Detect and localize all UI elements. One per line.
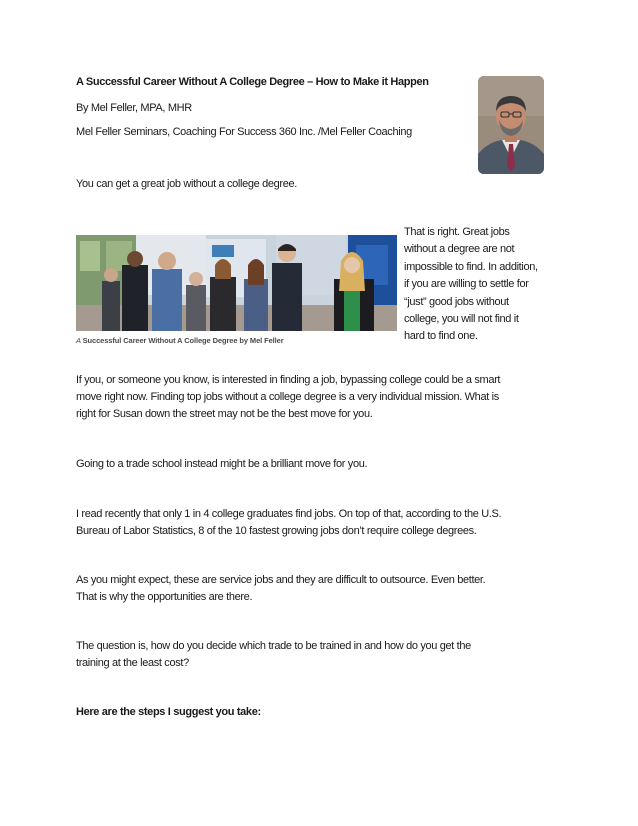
side-line: That is right. Great jobs (404, 226, 510, 238)
article-photo (76, 235, 397, 331)
author-photo (478, 76, 544, 174)
paragraph-line: training at the least cost? (76, 657, 189, 669)
organization-line: Mel Feller Seminars, Coaching For Success 360 Inc. /Mel Feller Coaching (76, 126, 412, 138)
paragraph-line: I read recently that only 1 in 4 college graduates find jobs. On top of that, according to the U.S. (76, 508, 502, 520)
steps-heading: Here are the steps I suggest you take: (76, 706, 261, 718)
side-line: hard to find one. (404, 330, 478, 343)
lede-paragraph: You can get a great job without a college degree. (76, 178, 297, 190)
paragraph-line: If you, or someone you know, is interested in finding a job, bypassing college could be a smart (76, 374, 501, 386)
paragraph-line: The question is, how do you decide which trade to be trained in and how do you get the (76, 640, 471, 652)
side-line: college, you will not find it (404, 313, 519, 326)
side-line: without a degree are not (404, 243, 515, 256)
paragraph (76, 506, 566, 540)
paragraph (76, 638, 566, 672)
caption-prefix: A (76, 336, 83, 345)
paragraph-line: As you might expect, these are service jobs and they are difficult to outsource. Even better. (76, 574, 486, 586)
photo-caption (76, 336, 284, 346)
side-line: impossible to find. In addition, (404, 260, 538, 273)
paragraph-line: move right now. Finding top jobs without a college degree is a very individual mission. What is (76, 391, 499, 403)
paragraph (76, 456, 566, 473)
side-line: if you are willing to settle for (404, 278, 529, 291)
paragraph-line: Going to a trade school instead might be a brilliant move for you. (76, 458, 368, 470)
side-line: “just” good jobs without (404, 295, 509, 308)
paragraph-line: That is why the opportunities are there. (76, 591, 253, 603)
author-byline: By Mel Feller, MPA, MHR (76, 102, 192, 114)
paragraph-line: Bureau of Labor Statistics, 8 of the 10 fastest growing jobs don’t require college degrees. (76, 525, 477, 537)
document-title: A Successful Career Without A College Degree – How to Make it Happen (76, 76, 429, 88)
side-paragraph (404, 224, 574, 346)
paragraph (76, 372, 566, 423)
caption-text: Successful Career Without A College Degree by Mel Feller (82, 336, 284, 345)
paragraph-line: right for Susan down the street may not be the best move for you. (76, 408, 373, 420)
paragraph (76, 572, 566, 606)
